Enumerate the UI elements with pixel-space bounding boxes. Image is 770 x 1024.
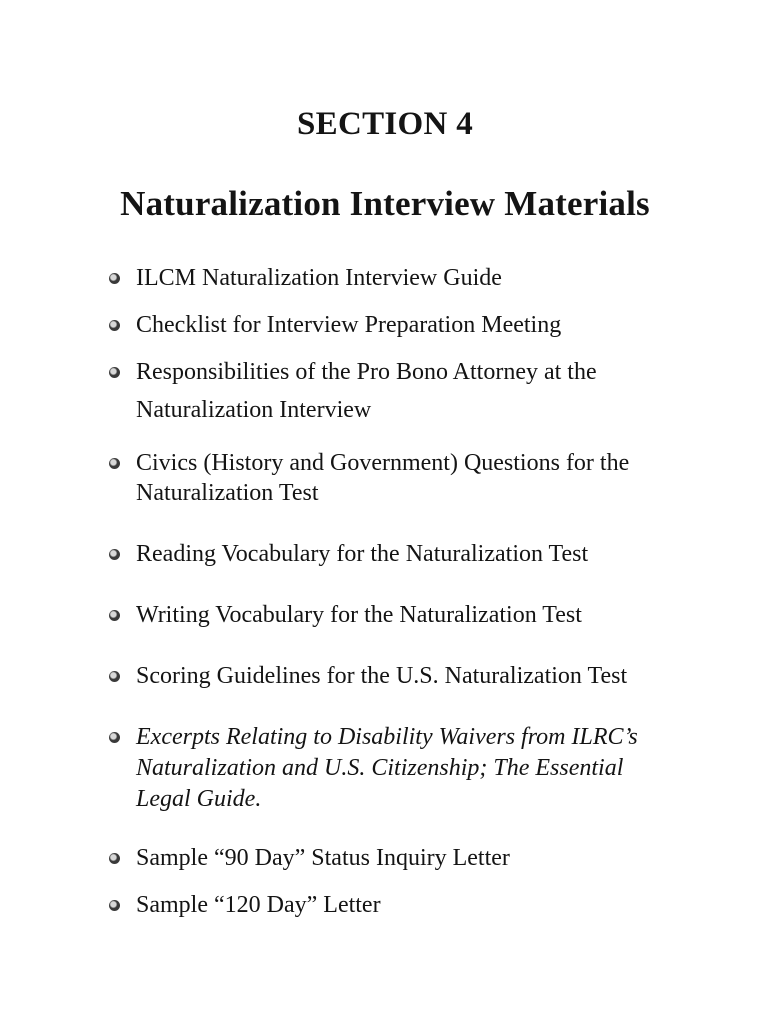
bullet-icon	[109, 610, 120, 621]
list-item	[108, 306, 748, 344]
list-item-text: Scoring Guidelines for the U.S. Naturalization Test	[136, 663, 628, 689]
list-item-text: Naturalization Interview	[136, 397, 372, 423]
list-item	[108, 722, 748, 815]
list-item-text: Sample “90 Day” Status Inquiry Letter	[136, 845, 510, 871]
page-title: Naturalization Interview Materials	[120, 184, 650, 223]
list-item	[108, 839, 748, 877]
list-item-text: Naturalization and U.S. Citizenship; The Essential	[136, 755, 624, 781]
bullet-icon	[109, 853, 120, 864]
section-heading: SECTION 4	[297, 106, 473, 142]
bullet-icon	[109, 320, 120, 331]
list-item-text: Legal Guide.	[136, 786, 262, 812]
list-item-text: Writing Vocabulary for the Naturalization Test	[136, 602, 582, 628]
list-item-text: Sample “120 Day” Letter	[136, 892, 381, 918]
list-item	[108, 259, 748, 297]
list-item-text: Civics (History and Government) Questions for the	[136, 450, 630, 476]
bullet-icon	[109, 671, 120, 682]
bullet-icon	[109, 900, 120, 911]
list-item-text: Reading Vocabulary for the Naturalization Test	[136, 541, 589, 567]
bullet-icon	[109, 458, 120, 469]
list-item	[108, 535, 748, 573]
list-item	[108, 448, 748, 508]
bullet-icon	[109, 273, 120, 284]
list-item-text: ILCM Naturalization Interview Guide	[136, 265, 502, 291]
list-item	[108, 886, 748, 924]
bullet-icon	[109, 549, 120, 560]
list-item	[108, 353, 748, 429]
list-item-text: Naturalization Test	[136, 480, 319, 506]
list-item	[108, 596, 748, 634]
list-item-text: Excerpts Relating to Disability Waivers from ILRC’s	[136, 724, 638, 750]
list-item-text: Responsibilities of the Pro Bono Attorney at the	[136, 359, 597, 385]
list-item-text: Checklist for Interview Preparation Meeting	[136, 312, 562, 338]
list-item	[108, 657, 748, 695]
bullet-icon	[109, 367, 120, 378]
bullet-icon	[109, 732, 120, 743]
